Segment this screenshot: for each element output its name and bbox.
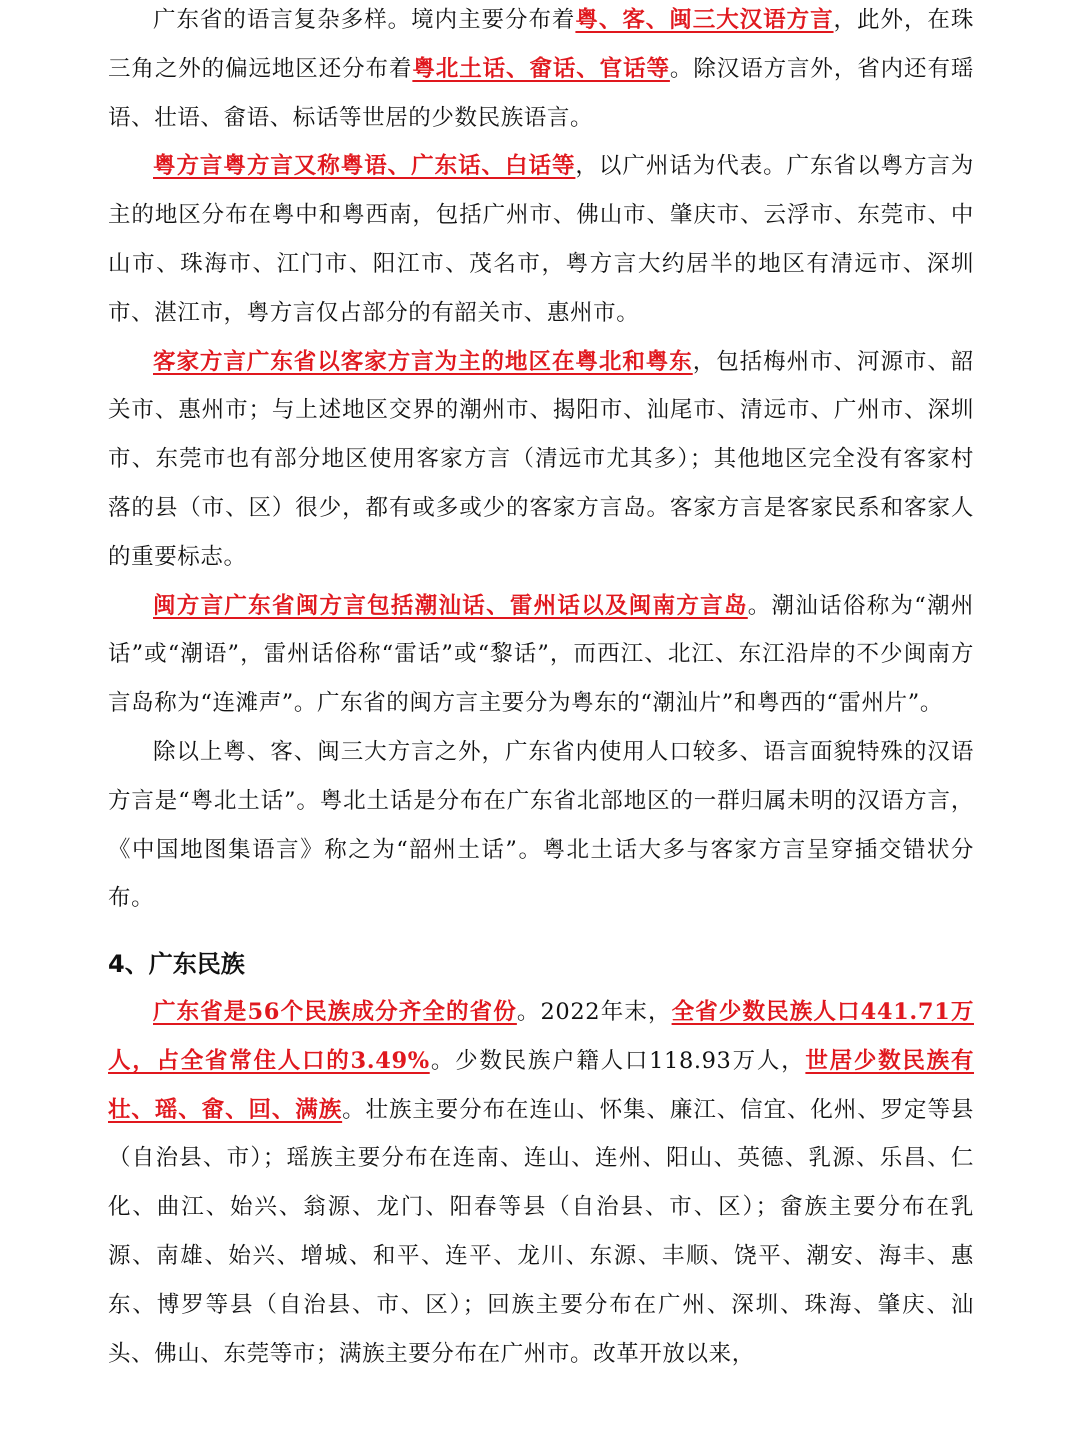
- text-run: ，包括梅州市、河源市、韶关市、惠州市；与上述地区交界的潮州市、揭阳市、汕尾市、清远市、广州市、深圳市、东莞市也有部分地区使用客家方言（清远市尤其多）；其他地区完全没有客家村落的县（市、区）很少，都有或多或少的客家方言岛。客家方言是客家民系和客家人的重要标志。: [108, 348, 974, 570]
- paragraph-language-overview: [108, 0, 974, 142]
- text-run: 。壮族主要分布在连山、怀集、廉江、信宜、化州、罗定等县（自治县、市）；瑶族主要分布在连南、连山、连州、阳山、英德、乳源、乐昌、仁化、曲江、始兴、翁源、龙门、阳春等县（自治县、市、区）；畲族主要分布在乳源、南雄、始兴、增城、和平、连平、龙川、东源、丰顺、饶平、潮安、海丰、惠东、博罗等县（自治县、市、区）；回族主要分布在广州、深圳、珠海、肇庆、汕头、佛山、东莞等市；满族主要分布在广州市。改革开放以来，: [108, 1096, 974, 1367]
- highlight-run: 世居少数民族有壮、瑶、畲、回、满族: [108, 1047, 975, 1123]
- highlight-run: 粤北土话、畲话、官话等: [412, 55, 670, 82]
- highlight-run: 粤、客、闽三大汉语方言: [575, 7, 834, 33]
- text-run: 。除汉语方言外，省内还有瑶语、壮语、畲语、标话等世居的少数民族语言。: [108, 55, 974, 131]
- highlight-run: 广东省是56个民族成分齐全的省份: [153, 999, 517, 1025]
- text-run: 。2022年末，: [516, 999, 672, 1025]
- text-run: 广东省的语言复杂多样。境内主要分布着: [153, 7, 576, 33]
- text-run: ，以广州话为代表。广东省以粤方言为主的地区分布在粤中和粤西南，包括广州市、佛山市、肇庆市、云浮市、东莞市、中山市、珠海市、江门市、阳江市、茂名市，粤方言大约居半的地区有清远市、深圳市、湛江市，粤方言仅占部分的有韶关市、惠州市。: [108, 153, 974, 326]
- paragraph-ethnic-groups: [108, 988, 974, 1378]
- text-run: 。少数民族户籍人口118.93万人，: [429, 1047, 806, 1074]
- ethnic-section: [108, 988, 974, 1378]
- highlight-run: 全省少数民族人口441.71万人，占全省常住人口的3.49%: [108, 999, 974, 1074]
- text-run: ，此外，在珠三角之外的偏远地区还分布着: [108, 7, 974, 82]
- section-heading: 4、广东民族: [108, 950, 245, 978]
- highlight-run: 闽方言广东省闽方言包括潮汕话、雷州话以及闽南方言岛: [153, 592, 748, 619]
- paragraph-min: [108, 582, 974, 728]
- paragraph-cantonese: [108, 142, 974, 337]
- language-section: [108, 0, 974, 923]
- paragraph-hakka: [108, 338, 974, 582]
- highlight-run: 粤方言粤方言又称粤语、广东话、白话等: [153, 153, 576, 180]
- highlight-run: 客家方言广东省以客家方言为主的地区在粤北和粤东: [153, 348, 693, 375]
- paragraph-yuebei-tuhua: [108, 728, 974, 923]
- text-run: 除以上粤、客、闽三大方言之外，广东省内使用人口较多、语言面貌特殊的汉语方言是“粤北土话”。粤北土话是分布在广东省北部地区的一群归属未明的汉语方言，《中国地图集语言》称之为“韶州土话”。粤北土话大多与客家方言呈穿插交错状分布。: [108, 738, 974, 912]
- text-run: 。潮汕话俗称为“潮州话”或“潮语”，雷州话俗称“雷话”或“黎话”，而西江、北江、东江沿岸的不少闽南方言岛称为“连滩声”。广东省的闽方言主要分为粤东的“潮汕片”和粤西的“雷州片”。: [108, 592, 974, 717]
